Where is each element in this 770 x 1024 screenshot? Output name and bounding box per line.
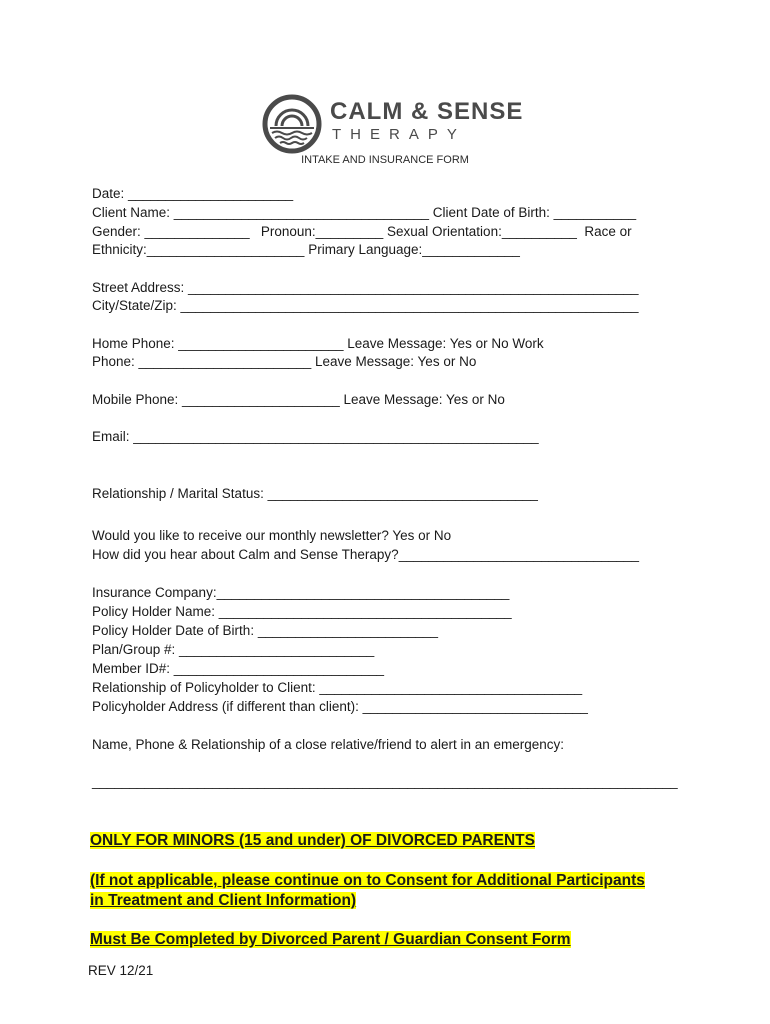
revision-label: REV 12/21 — [88, 963, 154, 978]
ethnicity-language-field[interactable]: Ethnicity:_____________________ Primary Language:_____________ — [92, 242, 520, 257]
policyholder-relationship-field[interactable]: Relationship of Policyholder to Client: ___________________________________ — [92, 680, 583, 695]
member-id-field[interactable]: Member ID#: ____________________________ — [92, 661, 384, 676]
newsletter-question[interactable]: Would you like to receive our monthly newsletter? Yes or No — [92, 528, 452, 543]
relationship-status-field[interactable]: Relationship / Marital Status: ____________________________________ — [92, 486, 538, 501]
logo-wordmark-bottom: THERAPY — [332, 126, 466, 143]
mobile-phone-field[interactable]: Mobile Phone: _____________________ Leave Message: Yes or No — [92, 392, 505, 407]
home-phone-field[interactable]: Home Phone: ______________________ Leave Message: Yes or No Work — [92, 336, 544, 351]
policyholder-address-field[interactable]: Policyholder Address (if different than client): ______________________________ — [92, 699, 588, 714]
calm-and-sense-logo — [262, 94, 532, 154]
city-state-zip-field[interactable]: City/State/Zip: _____________________________________________________________ — [92, 298, 639, 313]
logo-sun-waves-icon — [262, 94, 322, 154]
form-title: INTAKE AND INSURANCE FORM — [301, 154, 469, 166]
date-field[interactable]: Date: ______________________ — [92, 186, 294, 201]
not-applicable-notice-line1 — [90, 871, 645, 891]
street-address-field[interactable]: Street Address: ____________________________________________________________ — [92, 280, 639, 295]
divorced-parent-text: Must Be Completed by Divorced Parent / Guardian Consent Form — [90, 931, 571, 948]
work-phone-field[interactable]: Phone: _______________________ Leave Message: Yes or No — [92, 354, 477, 369]
email-field[interactable]: Email: ______________________________________________________ — [92, 429, 539, 444]
policy-holder-dob-field[interactable]: Policy Holder Date of Birth: ________________________ — [92, 623, 439, 638]
emergency-contact-label: Name, Phone & Relationship of a close relative/friend to alert in an emergency: — [92, 737, 565, 752]
client-name-dob-field[interactable]: Client Name: __________________________________ Client Date of Birth: ___________ — [92, 205, 637, 220]
not-applicable-text-1: (If not applicable, please continue on to Consent for Additional Participants — [90, 872, 645, 889]
not-applicable-text-2: in Treatment and Client Information) — [90, 892, 357, 909]
referral-source-field[interactable]: How did you hear about Calm and Sense Therapy?________________________________ — [92, 547, 639, 562]
divorced-parent-notice — [90, 930, 571, 950]
not-applicable-notice-line2 — [90, 891, 356, 911]
plan-group-field[interactable]: Plan/Group #: __________________________ — [92, 642, 375, 657]
emergency-contact-field[interactable]: ______________________________________________________________________________ — [92, 774, 678, 789]
gender-pronoun-orientation-field[interactable]: Gender: ______________ Pronoun:_________ Sexual Orientation:__________ Race or — [92, 224, 632, 239]
minors-notice-text: ONLY FOR MINORS (15 and under) OF DIVORCED PARENTS — [90, 832, 535, 849]
logo-wordmark-top: CALM & SENSE — [330, 98, 524, 125]
insurance-company-field[interactable]: Insurance Company:_______________________________________ — [92, 585, 510, 600]
minors-notice — [90, 831, 535, 851]
policy-holder-name-field[interactable]: Policy Holder Name: _______________________________________ — [92, 604, 512, 619]
